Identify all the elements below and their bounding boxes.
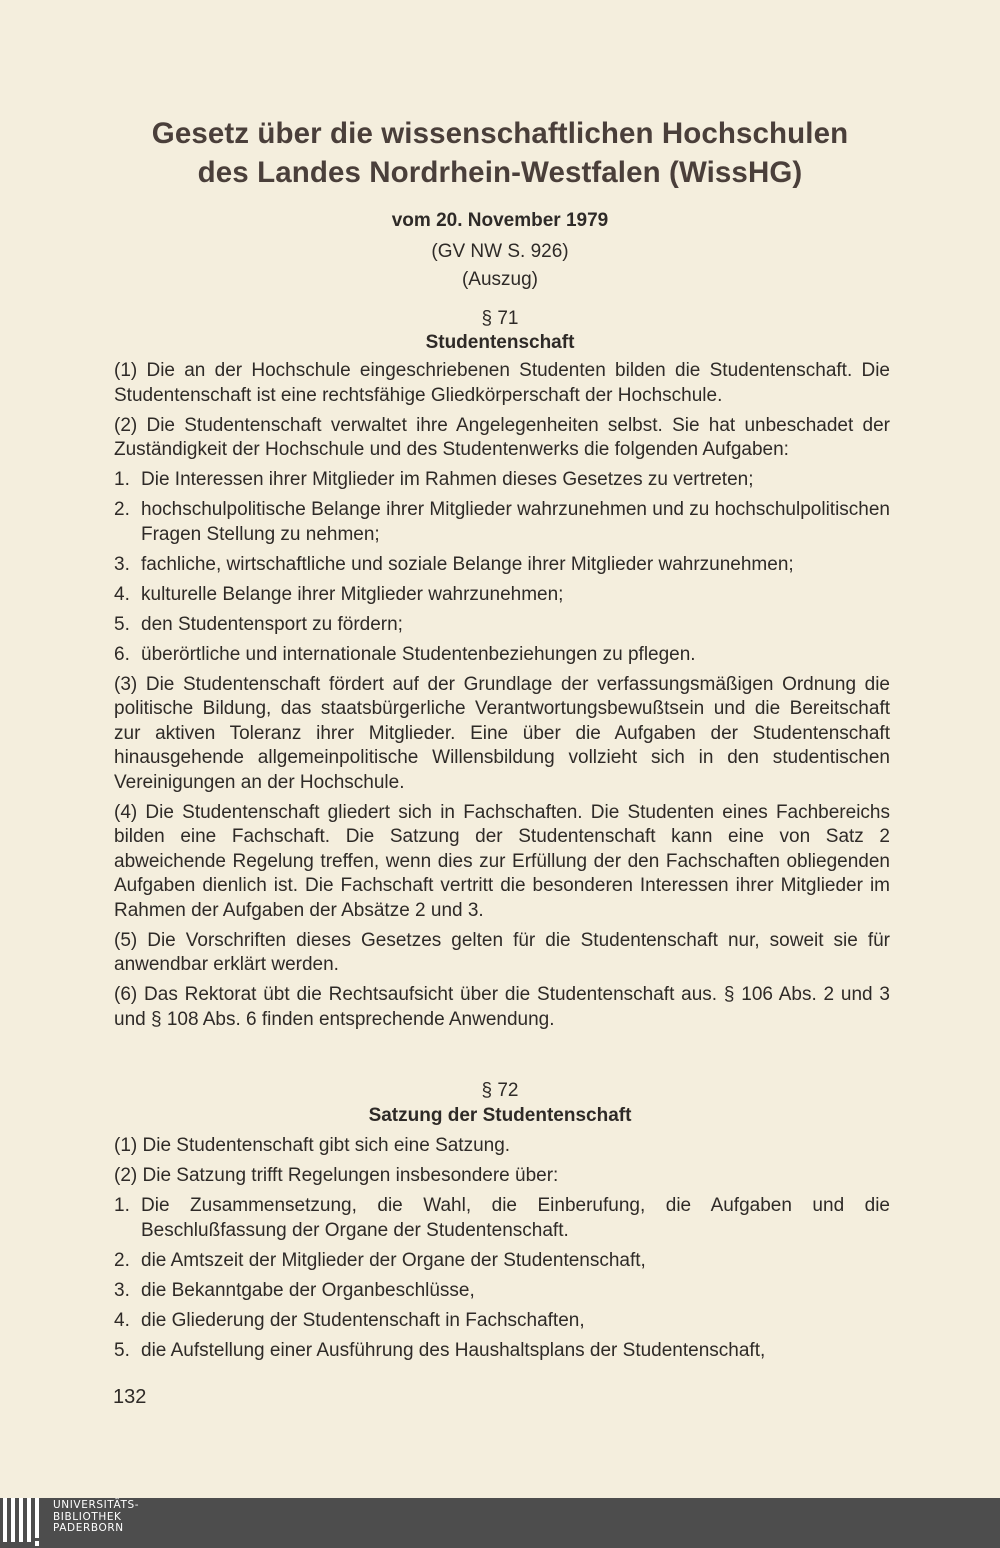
- list-item-number: 2.: [114, 499, 130, 520]
- title-line-2: des Landes Nordrhein-Westfalen (WissHG): [197, 156, 803, 189]
- list-item-number: 5.: [114, 613, 130, 635]
- excerpt-note: (Auszug): [461, 269, 539, 290]
- section-71-number: § 71: [481, 308, 519, 329]
- list-item-number: 2.: [114, 1249, 130, 1271]
- list-item-number: 1.: [114, 469, 130, 490]
- list-item: [114, 643, 890, 668]
- list-item-number: 6.: [114, 643, 130, 665]
- list-item-text: Die Zusammensetzung, die Wahl, die Einberufung, die Aufgaben und die Beschlußfassung der Organe der Studentenschaft.: [141, 1195, 890, 1241]
- list-item-number: 3.: [114, 553, 130, 575]
- library-logo-icon: [0, 1498, 48, 1548]
- list-item: [114, 553, 890, 578]
- paragraph-72-2: (2) Die Satzung trifft Regelungen insbesondere über:: [114, 1165, 559, 1186]
- list-item-text: hochschulpolitische Belange ihrer Mitglieder wahrzunehmen und zu hochschulpolitischen Fragen Stellung zu nehmen;: [141, 499, 890, 545]
- section-71-body: [114, 359, 890, 1032]
- list-item-number: 3.: [114, 1279, 130, 1301]
- list-item: [114, 468, 890, 493]
- paragraph-72-1: (1) Die Studentenschaft gibt sich eine Satzung.: [114, 1135, 511, 1156]
- library-name-line-3: PADERBORN: [53, 1522, 124, 1534]
- list-item-number: 5.: [114, 1339, 130, 1361]
- list-item-text: die Aufstellung einer Ausführung des Haushaltsplans der Studentenschaft,: [141, 1339, 766, 1361]
- title-line-1: Gesetz über die wissenschaftlichen Hochschulen: [151, 117, 849, 150]
- list-item-text: überörtliche und internationale Studentenbeziehungen zu pflegen.: [141, 643, 696, 665]
- list-item: [114, 1194, 890, 1243]
- list-item-number: 4.: [114, 583, 130, 605]
- list-item-text: die Bekanntgabe der Organbeschlüsse,: [141, 1279, 475, 1301]
- list-item-text: Die Interessen ihrer Mitglieder im Rahmen dieses Gesetzes zu vertreten;: [141, 469, 754, 490]
- list-item: [114, 498, 890, 547]
- list-item-text: die Gliederung der Studentenschaft in Fachschaften,: [141, 1309, 585, 1331]
- library-name-line-2: BIBLIOTHEK: [53, 1510, 122, 1523]
- list-item: [114, 1339, 890, 1364]
- list-item-text: kulturelle Belange ihrer Mitglieder wahrzunehmen;: [141, 583, 564, 605]
- section-72-body: [114, 1134, 890, 1369]
- list-item: [114, 613, 890, 638]
- list-item: [114, 1309, 890, 1334]
- list-item-text: die Amtszeit der Mitglieder der Organe der Studentenschaft,: [141, 1249, 646, 1271]
- section-72-number: § 72: [481, 1080, 519, 1101]
- section-72-heading: Satzung der Studentenschaft: [368, 1105, 632, 1126]
- list-item-text: den Studentensport zu fördern;: [141, 613, 403, 635]
- list-item: [114, 1249, 890, 1274]
- law-source: (GV NW S. 926): [431, 241, 569, 262]
- paragraph-71-5: (5) Die Vorschriften dieses Gesetzes gelten für die Studentenschaft nur, soweit sie für anwendbar erklärt werden.: [114, 929, 890, 975]
- page-number: 132: [113, 1386, 147, 1408]
- list-item-number: 4.: [114, 1309, 130, 1331]
- section-71-heading: Studentenschaft: [425, 332, 575, 353]
- law-date: vom 20. November 1979: [391, 210, 609, 231]
- list-item: [114, 583, 890, 608]
- library-name-line-1: UNIVERSITÄTS-: [53, 1499, 140, 1511]
- task-list-71: [114, 468, 890, 673]
- list-item-number: 1.: [114, 1195, 130, 1216]
- paragraph-71-4: (4) Die Studentenschaft gliedert sich in Fachschaften. Die Studenten eines Fachbereichs bilden eine Fachschaft. Die Satzung der Studentenschaft kann eine von Satz 2 abweichende Regelung treffen, wenn dies zur Erfüllung der den Fachschaften obliegenden Aufgaben dienlich ist. Die Fachschaft vertritt die besonderen Interessen ihrer Mitglieder im Rahmen der Aufgaben der Absätze 2 und 3.: [114, 801, 890, 921]
- list-item: [114, 1279, 890, 1304]
- paragraph-71-1: (1) Die an der Hochschule eingeschriebenen Studenten bilden die Studentenschaft. Die Studentenschaft ist eine rechtsfähige Gliedkörperschaft der Hochschule.: [114, 360, 890, 406]
- paragraph-71-2: (2) Die Studentenschaft verwaltet ihre Angelegenheiten selbst. Sie hat unbeschadet der Zuständigkeit der Hochschule und des Studentenwerks die folgenden Aufgaben:: [114, 414, 890, 460]
- rule-list-72: [114, 1194, 890, 1369]
- list-item-text: fachliche, wirtschaftliche und soziale Belange ihrer Mitglieder wahrzunehmen;: [141, 553, 794, 575]
- paragraph-71-6: (6) Das Rektorat übt die Rechtsaufsicht über die Studentenschaft aus. § 106 Abs. 2 und 3 und § 108 Abs. 6 finden entsprechende Anwendung.: [114, 984, 890, 1030]
- library-name: [53, 1500, 139, 1535]
- document-title: [0, 114, 1000, 192]
- library-footer: [0, 1498, 1000, 1548]
- paragraph-71-3: (3) Die Studentenschaft fördert auf der Grundlage der verfassungsmäßigen Ordnung die politische Bildung, das staatsbürgerliche Verantwortungsbewußtsein und die Bereitschaft zur aktiven Toleranz ihrer Mitglieder. Eine über die Aufgaben der Studentenschaft hinausgehende allgemeinpolitische Willensbildung vollzieht sich in den studentischen Vereinigungen an der Hochschule.: [114, 673, 890, 793]
